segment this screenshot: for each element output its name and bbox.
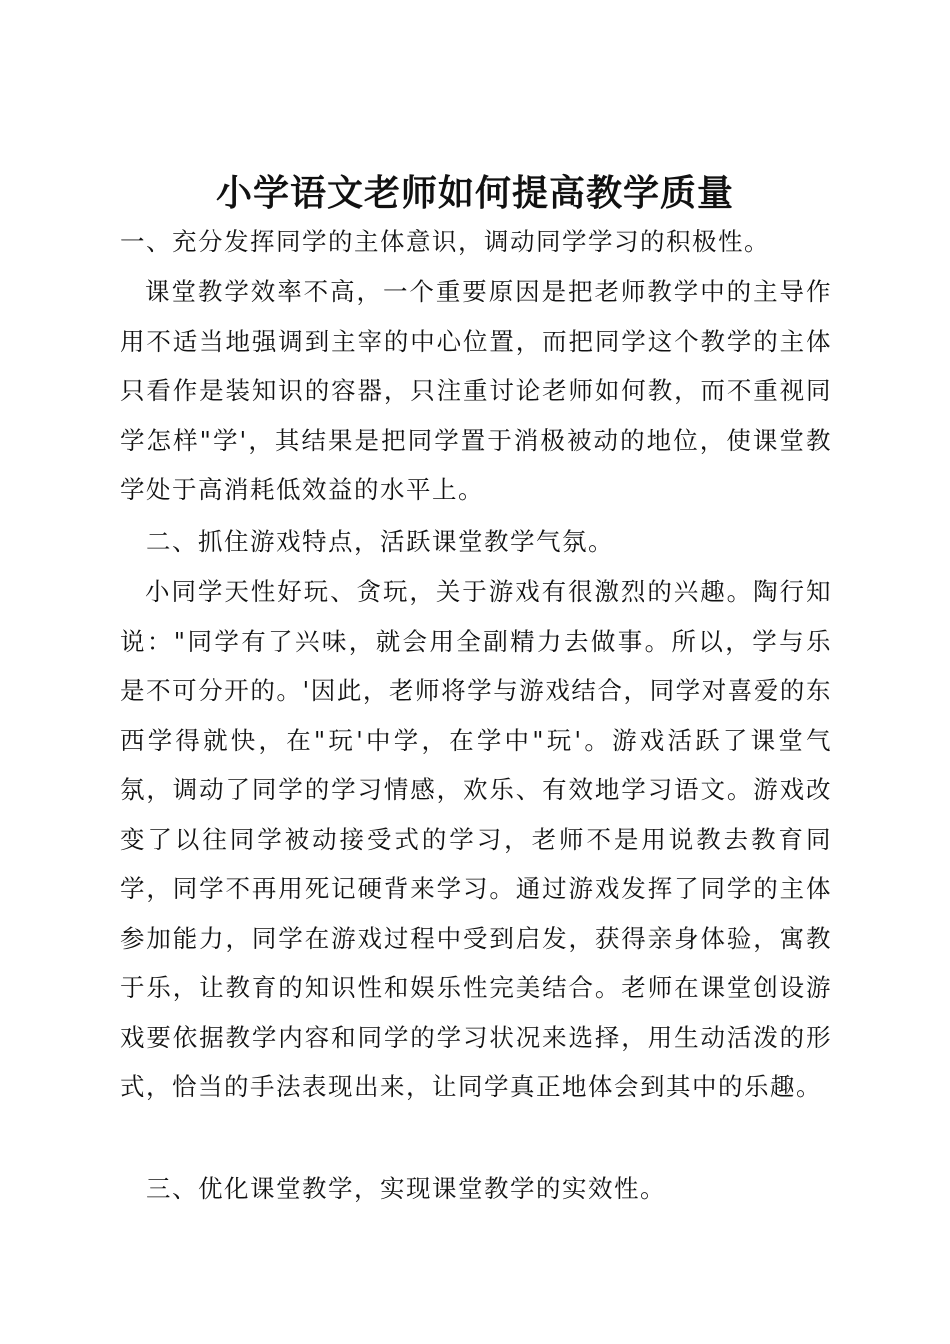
section-paragraph-1: 课堂教学效率不高，一个重要原因是把老师教学中的主导作用不适当地强调到主宰的中心位置，而把同学这个教学的主体只看作是装知识的容器，只注重讨论老师如何教，而不重视同学怎样"学'，其结果是把同学置于消极被动的地位，使课堂教学处于高消耗低效益的水平上。 bbox=[120, 277, 832, 504]
section-paragraph-2: 小同学天性好玩、贪玩，关于游戏有很激烈的兴趣。陶行知说："同学有了兴味，就会用全副精力去做事。所以，学与乐是不可分开的。'因此，老师将学与游戏结合，同学对喜爱的东西学得就快，在"玩'中学，在学中"玩'。游戏活跃了课堂气氛，调动了同学的学习情感，欢乐、有效地学习语文。游戏改变了以往同学被动接受式的学习，老师不是用说教去教育同学，同学不再用死记硬背来学习。通过游戏发挥了同学的主体参加能力，同学在游戏过程中受到启发，获得亲身体验，寓教于乐，让教育的知识性和娱乐性完美结合。老师在课堂创设游戏要依据教学内容和同学的学习状况来选择，用生动活泼的形式，恰当的手法表现出来，让同学真正地体会到其中的乐趣。 bbox=[120, 577, 832, 1101]
section-heading-1: 一、充分发挥同学的主体意识，调动同学学习的积极性。 bbox=[120, 227, 770, 256]
section-heading-3: 三、优化课堂教学，实现课堂教学的实效性。 bbox=[146, 1174, 666, 1203]
section-heading-2: 二、抓住游戏特点，活跃课堂教学气氛。 bbox=[146, 527, 614, 556]
document-title: 小学语文老师如何提高教学质量 bbox=[215, 172, 734, 215]
